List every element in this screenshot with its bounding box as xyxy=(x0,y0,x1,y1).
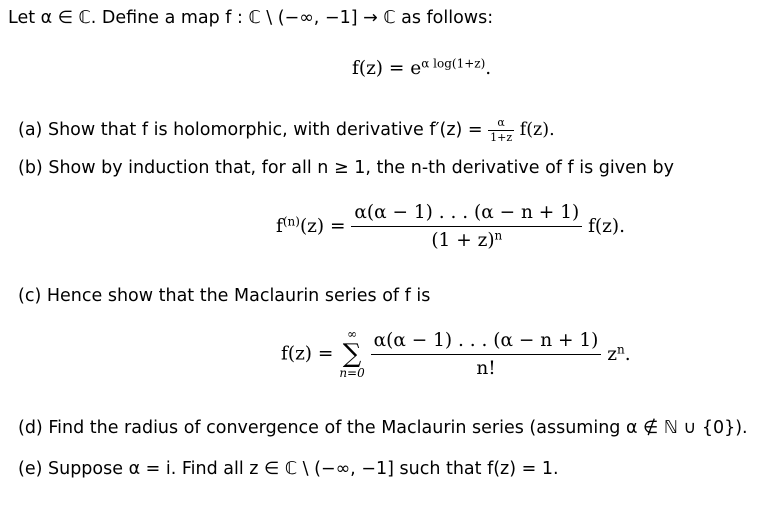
maclaurin-end: . xyxy=(624,343,631,365)
part-a-label: (a) xyxy=(18,120,43,141)
derivative-tail: f(z). xyxy=(588,216,625,237)
part-a-tail: f(z). xyxy=(519,120,555,141)
part-b-text: Show by induction that, for all n ≥ 1, the n-th derivative of f is given by xyxy=(48,158,674,178)
derivative-lhs-sup: (n) xyxy=(282,214,300,229)
sum-lower-limit: n=0 xyxy=(339,366,365,381)
maclaurin-numerator: α(α − 1) . . . (α − n + 1) xyxy=(373,329,599,351)
part-e xyxy=(18,459,766,480)
derivative-fraction xyxy=(351,202,582,251)
part-c-text: Hence show that the Maclaurin series of f is xyxy=(46,286,431,306)
derivative-denominator xyxy=(351,226,582,251)
sum-upper-limit: ∞ xyxy=(347,327,358,341)
maclaurin-equation xyxy=(281,328,631,380)
derivative-den-sup: n xyxy=(494,228,503,243)
maclaurin-lhs: f(z) = xyxy=(281,343,334,365)
maclaurin-tail-z: z xyxy=(607,343,618,365)
maclaurin-denominator: n! xyxy=(371,354,602,379)
part-a-fraction xyxy=(488,117,514,143)
derivative-equation xyxy=(276,202,625,251)
sigma-symbol: ∑ xyxy=(342,339,362,370)
summation-sign xyxy=(339,328,364,380)
maclaurin-tail xyxy=(607,344,630,365)
part-e-text: Suppose α = i. Find all z ∈ ℂ \ (−∞, −1] such that f(z) = 1. xyxy=(48,459,559,479)
intro-text: Let α ∈ ℂ. Define a map f : ℂ \ (−∞, −1] → ℂ as follows: xyxy=(8,8,494,28)
maclaurin-fraction xyxy=(371,330,602,379)
part-a-frac-num: α xyxy=(497,116,505,129)
part-a-text: Show that f is holomorphic, with derivative f′(z) = xyxy=(47,120,483,141)
definition-lhs: f(z) = e xyxy=(352,58,422,79)
derivative-den-base: (1 + z) xyxy=(431,230,495,251)
intro-line xyxy=(8,8,766,29)
part-a xyxy=(18,117,766,143)
derivative-lhs-rest: (z) = xyxy=(299,216,346,237)
part-c xyxy=(18,286,766,307)
part-b-label: (b) xyxy=(18,158,43,178)
part-a-frac-den: 1+z xyxy=(490,130,513,144)
part-d xyxy=(18,418,766,439)
part-d-label: (d) xyxy=(18,418,43,438)
derivative-lhs-f: f xyxy=(276,216,283,237)
part-e-label: (e) xyxy=(18,459,43,479)
part-c-label: (c) xyxy=(18,286,42,306)
maclaurin-tail-sup: n xyxy=(617,342,625,357)
definition-end: . xyxy=(485,58,492,79)
definition-exponent: α log(1+z) xyxy=(421,56,486,71)
derivative-lhs xyxy=(276,216,346,237)
part-d-text: Find the radius of convergence of the Maclaurin series (assuming α ∉ ℕ ∪ {0}). xyxy=(48,418,748,438)
derivative-numerator: α(α − 1) . . . (α − n + 1) xyxy=(354,202,580,223)
definition-equation xyxy=(352,58,491,79)
part-b xyxy=(18,158,766,179)
